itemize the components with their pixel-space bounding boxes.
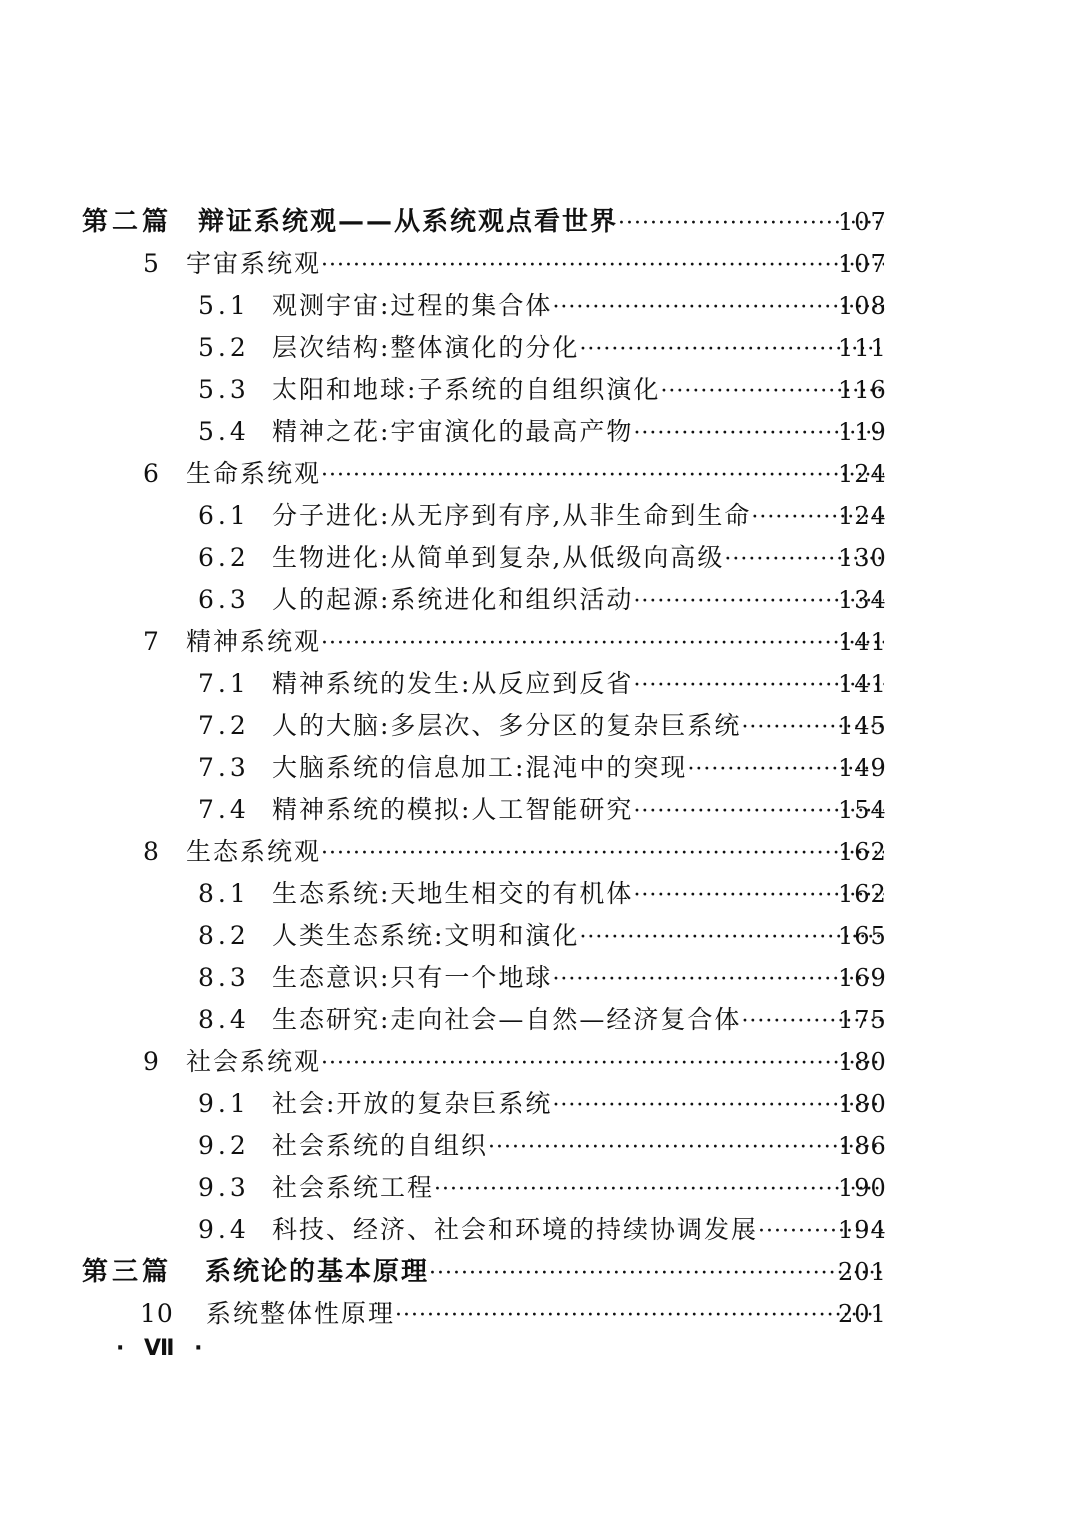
- toc-page-number: 107: [838, 250, 887, 278]
- table-of-contents: [0, 201, 1080, 1335]
- toc-page-number: 165: [838, 922, 887, 950]
- toc-page-number: 162: [838, 880, 887, 908]
- toc-title: 大脑系统的信息加工:混沌中的突现: [272, 753, 688, 782]
- toc-section-7-4[interactable]: [0, 789, 1080, 831]
- toc-page-number: 201: [838, 1258, 887, 1286]
- toc-page-number: 186: [838, 1132, 887, 1160]
- toc-entry: [206, 1293, 884, 1337]
- toc-page-number: 175: [838, 1006, 887, 1034]
- toc-entry: [272, 789, 884, 833]
- toc-entry: [272, 873, 884, 917]
- toc-title: 生物进化:从简单到复杂,从低级向高级: [272, 543, 725, 572]
- toc-section-7-2[interactable]: [0, 705, 1080, 747]
- toc-entry: [272, 1125, 884, 1169]
- toc-entry: [272, 1083, 884, 1127]
- toc-number: 9.3: [198, 1173, 250, 1202]
- toc-title: 层次结构:整体演化的分化: [272, 333, 580, 362]
- toc-entry: [198, 201, 884, 245]
- toc-title: 人的大脑:多层次、多分区的复杂巨系统: [272, 711, 742, 740]
- toc-chapter-7[interactable]: [0, 621, 1080, 663]
- toc-section-6-2[interactable]: [0, 537, 1080, 579]
- toc-page-number: 108: [838, 292, 887, 320]
- leader-dots: [321, 455, 884, 497]
- toc-title: 分子进化:从无序到有序,从非生命到生命: [272, 501, 752, 530]
- toc-title: 太阳和地球:子系统的自组织演化: [272, 375, 661, 404]
- toc-entry: [272, 411, 884, 455]
- toc-page-number: 141: [838, 628, 887, 656]
- toc-page-number: 145: [838, 712, 887, 740]
- toc-page-number: 190: [838, 1174, 887, 1202]
- leader-dots: [488, 1127, 884, 1169]
- toc-entry: [186, 243, 884, 287]
- toc-number: 5.4: [198, 417, 250, 446]
- toc-section-5-2[interactable]: [0, 327, 1080, 369]
- toc-entry: [272, 579, 884, 623]
- toc-section-8-2[interactable]: [0, 915, 1080, 957]
- toc-entry: [272, 1167, 884, 1211]
- toc-number: 6: [143, 459, 163, 488]
- toc-chapter-10[interactable]: [0, 1293, 1080, 1335]
- toc-entry: [272, 537, 884, 581]
- toc-number: 第二篇: [82, 207, 173, 237]
- toc-page-number: 194: [838, 1216, 887, 1244]
- leader-dots: [395, 1295, 884, 1337]
- toc-title: 科技、经济、社会和环境的持续协调发展: [272, 1215, 759, 1244]
- toc-page-number: 124: [838, 502, 887, 530]
- toc-page-number: 119: [838, 418, 887, 446]
- toc-section-9-1[interactable]: [0, 1083, 1080, 1125]
- toc-number: 第三篇: [82, 1257, 173, 1287]
- toc-section-9-4[interactable]: [0, 1209, 1080, 1251]
- toc-title: 精神系统的发生:从反应到反省: [272, 669, 634, 698]
- toc-section-8-3[interactable]: [0, 957, 1080, 999]
- page-folio: · Ⅶ ·: [116, 1336, 209, 1361]
- toc-section-6-3[interactable]: [0, 579, 1080, 621]
- toc-section-7-1[interactable]: [0, 663, 1080, 705]
- toc-title: 精神系统的模拟:人工智能研究: [272, 795, 634, 824]
- toc-number: 7.3: [198, 753, 250, 782]
- toc-number: 8: [143, 837, 163, 866]
- toc-page-number: 111: [838, 334, 887, 362]
- leader-dots: [552, 959, 884, 1001]
- toc-page-number: 107: [838, 208, 887, 236]
- toc-number: 7: [143, 627, 163, 656]
- toc-number: 5: [143, 249, 163, 278]
- toc-entry: [272, 915, 884, 959]
- toc-page-number: 162: [838, 838, 887, 866]
- toc-title: 生态系统:天地生相交的有机体: [272, 879, 634, 908]
- leader-dots: [552, 287, 884, 329]
- toc-entry: [186, 453, 884, 497]
- toc-number: 9.1: [198, 1089, 250, 1118]
- toc-number: 8.3: [198, 963, 250, 992]
- toc-part-3[interactable]: [0, 1251, 1080, 1293]
- leader-dots: [321, 833, 884, 875]
- toc-page-number: 180: [838, 1090, 887, 1118]
- leader-dots: [321, 623, 884, 665]
- toc-entry: [186, 1041, 884, 1085]
- toc-entry: [186, 831, 884, 875]
- toc-number: 9.2: [198, 1131, 250, 1160]
- toc-entry: [272, 705, 884, 749]
- toc-title: 生态意识:只有一个地球: [272, 963, 553, 992]
- toc-entry: [272, 999, 884, 1043]
- toc-number: 6.3: [198, 585, 250, 614]
- toc-section-5-1[interactable]: [0, 285, 1080, 327]
- toc-chapter-5[interactable]: [0, 243, 1080, 285]
- toc-section-9-2[interactable]: [0, 1125, 1080, 1167]
- toc-title: 观测宇宙:过程的集合体: [272, 291, 553, 320]
- toc-entry: [272, 1209, 884, 1253]
- toc-title: 精神之花:宇宙演化的最高产物: [272, 417, 634, 446]
- toc-entry: [205, 1251, 884, 1295]
- toc-page-number: 149: [838, 754, 887, 782]
- toc-title: 生态系统观: [186, 837, 322, 866]
- toc-entry: [272, 285, 884, 329]
- leader-dots: [552, 1085, 884, 1127]
- toc-number: 5.1: [198, 291, 250, 320]
- toc-page-number: 141: [838, 670, 887, 698]
- toc-entry: [186, 621, 884, 665]
- toc-page-number: 180: [838, 1048, 887, 1076]
- toc-title: 辩证系统观——从系统观点看世界: [198, 207, 619, 237]
- toc-number: 7.4: [198, 795, 250, 824]
- toc-number: 8.1: [198, 879, 250, 908]
- toc-number: 8.2: [198, 921, 250, 950]
- toc-section-8-1[interactable]: [0, 873, 1080, 915]
- toc-number: 8.4: [198, 1005, 250, 1034]
- toc-part-2[interactable]: [0, 201, 1080, 243]
- leader-dots: [321, 245, 884, 287]
- toc-page-number: 130: [838, 544, 887, 572]
- toc-number: 9: [143, 1047, 163, 1076]
- toc-title: 社会系统观: [186, 1047, 322, 1076]
- toc-title: 宇宙系统观: [186, 249, 322, 278]
- leader-dots: [434, 1169, 884, 1211]
- toc-title: 系统论的基本原理: [205, 1257, 430, 1287]
- toc-title: 生态研究:走向社会—自然—经济复合体: [272, 1005, 742, 1034]
- toc-section-7-3[interactable]: [0, 747, 1080, 789]
- toc-title: 社会:开放的复杂巨系统: [272, 1089, 553, 1118]
- toc-title: 精神系统观: [186, 627, 322, 656]
- toc-section-9-3[interactable]: [0, 1167, 1080, 1209]
- toc-section-5-3[interactable]: [0, 369, 1080, 411]
- toc-page-number: 134: [838, 586, 887, 614]
- toc-section-5-4[interactable]: [0, 411, 1080, 453]
- toc-title: 系统整体性原理: [206, 1299, 396, 1328]
- toc-page-number: 201: [838, 1300, 887, 1328]
- toc-section-8-4[interactable]: [0, 999, 1080, 1041]
- toc-page-number: 116: [838, 376, 887, 404]
- toc-number: 6.2: [198, 543, 250, 572]
- toc-entry: [272, 663, 884, 707]
- toc-chapter-6[interactable]: [0, 453, 1080, 495]
- toc-number: 6.1: [198, 501, 250, 530]
- toc-number: 9.4: [198, 1215, 250, 1244]
- leader-dots: [321, 1043, 884, 1085]
- toc-page-number: 124: [838, 460, 887, 488]
- toc-title: 人的起源:系统进化和组织活动: [272, 585, 634, 614]
- toc-title: 社会系统工程: [272, 1173, 435, 1202]
- toc-section-6-1[interactable]: [0, 495, 1080, 537]
- toc-chapter-9[interactable]: [0, 1041, 1080, 1083]
- toc-entry: [272, 957, 884, 1001]
- toc-entry: [272, 369, 884, 413]
- toc-number: 5.3: [198, 375, 250, 404]
- toc-entry: [272, 747, 884, 791]
- toc-entry: [272, 327, 884, 371]
- toc-number: 7.1: [198, 669, 250, 698]
- leader-dots: [429, 1253, 884, 1295]
- toc-title: 人类生态系统:文明和演化: [272, 921, 580, 950]
- toc-title: 生命系统观: [186, 459, 322, 488]
- toc-number: 7.2: [198, 711, 250, 740]
- toc-page-number: 154: [838, 796, 887, 824]
- toc-number: 5.2: [198, 333, 250, 362]
- toc-number: 10: [140, 1299, 174, 1328]
- toc-chapter-8[interactable]: [0, 831, 1080, 873]
- toc-title: 社会系统的自组织: [272, 1131, 489, 1160]
- toc-entry: [272, 495, 884, 539]
- toc-page-number: 169: [838, 964, 887, 992]
